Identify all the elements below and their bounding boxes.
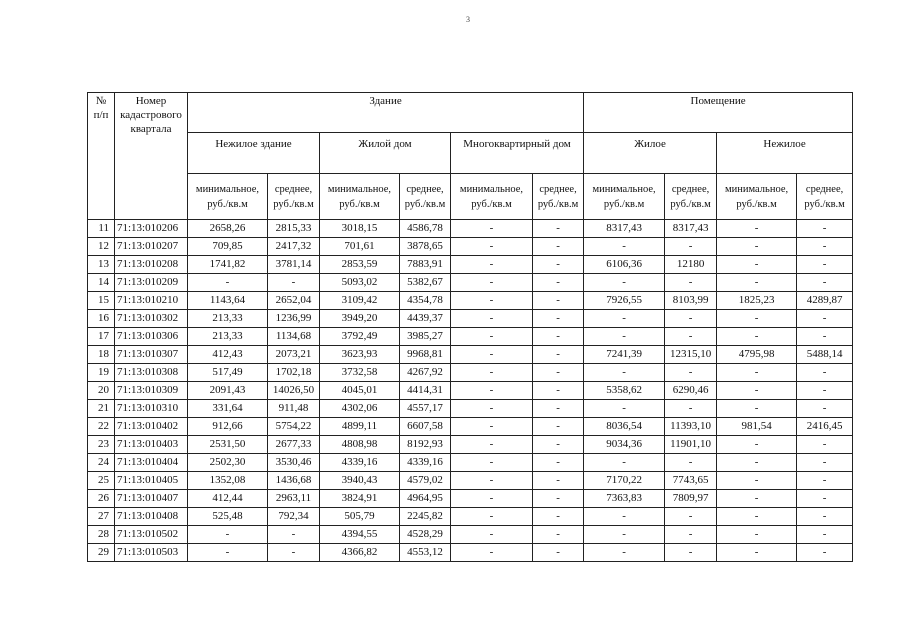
price-cell: 981,54 bbox=[717, 418, 797, 436]
header-residential-house: Жилой дом bbox=[320, 133, 451, 174]
cadastral-quarter-cell: 71:13:010309 bbox=[115, 382, 188, 400]
price-cell: - bbox=[533, 364, 584, 382]
table-row bbox=[88, 220, 853, 238]
price-cell: - bbox=[717, 526, 797, 544]
cadastral-quarter-cell: 71:13:010308 bbox=[115, 364, 188, 382]
price-cell: - bbox=[533, 328, 584, 346]
price-cell: 3824,91 bbox=[320, 490, 400, 508]
price-cell: - bbox=[665, 400, 717, 418]
header-nonresidential-premises: Нежилое bbox=[717, 133, 853, 174]
price-cell: - bbox=[797, 220, 853, 238]
price-cell: - bbox=[717, 400, 797, 418]
price-cell: 412,44 bbox=[188, 490, 268, 508]
price-cell: 1702,18 bbox=[268, 364, 320, 382]
price-cell: 5093,02 bbox=[320, 274, 400, 292]
price-cell: - bbox=[584, 274, 665, 292]
price-cell: - bbox=[451, 400, 533, 418]
header-minimum-price: минимальное, руб./кв.м bbox=[188, 174, 268, 220]
table-body bbox=[88, 220, 853, 562]
price-cell: - bbox=[717, 490, 797, 508]
price-cell: - bbox=[188, 544, 268, 562]
price-cell: 11393,10 bbox=[665, 418, 717, 436]
table-row bbox=[88, 256, 853, 274]
price-cell: 9968,81 bbox=[400, 346, 451, 364]
price-cell: - bbox=[584, 310, 665, 328]
price-cell: 4339,16 bbox=[320, 454, 400, 472]
price-cell: 8103,99 bbox=[665, 292, 717, 310]
cadastral-quarter-cell: 71:13:010207 bbox=[115, 238, 188, 256]
price-cell: - bbox=[717, 508, 797, 526]
table-row bbox=[88, 364, 853, 382]
price-cell: 213,33 bbox=[188, 310, 268, 328]
price-cell: - bbox=[533, 256, 584, 274]
price-cell: 4579,02 bbox=[400, 472, 451, 490]
price-cell: - bbox=[717, 472, 797, 490]
table-row bbox=[88, 418, 853, 436]
price-cell: - bbox=[451, 346, 533, 364]
price-cell: 3792,49 bbox=[320, 328, 400, 346]
price-cell: - bbox=[665, 364, 717, 382]
price-cell: - bbox=[797, 256, 853, 274]
price-cell: 6607,58 bbox=[400, 418, 451, 436]
price-cell: 4302,06 bbox=[320, 400, 400, 418]
price-cell: - bbox=[717, 220, 797, 238]
price-cell: - bbox=[717, 238, 797, 256]
price-cell: - bbox=[797, 310, 853, 328]
price-cell: 5488,14 bbox=[797, 346, 853, 364]
price-cell: 2815,33 bbox=[268, 220, 320, 238]
header-nonresidential-building: Нежилое здание bbox=[188, 133, 320, 174]
price-cell: 517,49 bbox=[188, 364, 268, 382]
price-cell: - bbox=[451, 472, 533, 490]
cadastral-quarter-cell: 71:13:010310 bbox=[115, 400, 188, 418]
price-cell: 8036,54 bbox=[584, 418, 665, 436]
price-cell: 3878,65 bbox=[400, 238, 451, 256]
table-row bbox=[88, 328, 853, 346]
cadastral-quarter-cell: 71:13:010408 bbox=[115, 508, 188, 526]
price-cell: - bbox=[797, 490, 853, 508]
price-cell: - bbox=[717, 274, 797, 292]
price-cell: 7241,39 bbox=[584, 346, 665, 364]
price-cell: - bbox=[584, 526, 665, 544]
header-building: Здание bbox=[188, 93, 584, 133]
price-cell: 8317,43 bbox=[584, 220, 665, 238]
price-cell: 3623,93 bbox=[320, 346, 400, 364]
price-cell: - bbox=[533, 544, 584, 562]
price-cell: - bbox=[533, 454, 584, 472]
table-row bbox=[88, 508, 853, 526]
price-cell: 4045,01 bbox=[320, 382, 400, 400]
price-cell: 3530,46 bbox=[268, 454, 320, 472]
table-row bbox=[88, 346, 853, 364]
price-cell: 4414,31 bbox=[400, 382, 451, 400]
cadastral-quarter-cell: 71:13:010402 bbox=[115, 418, 188, 436]
price-cell: - bbox=[188, 274, 268, 292]
price-cell: - bbox=[797, 328, 853, 346]
price-cell: 4557,17 bbox=[400, 400, 451, 418]
price-cell: - bbox=[533, 400, 584, 418]
header-average-price: среднее, руб./кв.м bbox=[797, 174, 853, 220]
row-number-cell: 29 bbox=[88, 544, 115, 562]
table-row bbox=[88, 472, 853, 490]
price-cell: 1352,08 bbox=[188, 472, 268, 490]
price-cell: - bbox=[665, 238, 717, 256]
header-minimum-price: минимальное, руб./кв.м bbox=[320, 174, 400, 220]
price-cell: - bbox=[797, 454, 853, 472]
price-cell: 2652,04 bbox=[268, 292, 320, 310]
price-cell: - bbox=[584, 508, 665, 526]
price-cell: - bbox=[533, 220, 584, 238]
price-cell: 1741,82 bbox=[188, 256, 268, 274]
price-cell: 2091,43 bbox=[188, 382, 268, 400]
table-row bbox=[88, 526, 853, 544]
price-cell: - bbox=[717, 436, 797, 454]
row-number-cell: 18 bbox=[88, 346, 115, 364]
cadastral-quarter-cell: 71:13:010407 bbox=[115, 490, 188, 508]
price-cell: 4528,29 bbox=[400, 526, 451, 544]
price-cell: 4553,12 bbox=[400, 544, 451, 562]
row-number-cell: 12 bbox=[88, 238, 115, 256]
price-cell: - bbox=[584, 400, 665, 418]
price-cell: - bbox=[717, 310, 797, 328]
price-cell: 12315,10 bbox=[665, 346, 717, 364]
price-cell: 525,48 bbox=[188, 508, 268, 526]
price-cell: 1436,68 bbox=[268, 472, 320, 490]
price-cell: - bbox=[665, 454, 717, 472]
price-cell: - bbox=[665, 544, 717, 562]
price-cell: - bbox=[533, 292, 584, 310]
price-cell: 701,61 bbox=[320, 238, 400, 256]
table-row bbox=[88, 490, 853, 508]
price-cell: - bbox=[533, 436, 584, 454]
cadastral-quarter-cell: 71:13:010208 bbox=[115, 256, 188, 274]
price-cell: - bbox=[451, 364, 533, 382]
price-cell: - bbox=[451, 328, 533, 346]
price-cell: 213,33 bbox=[188, 328, 268, 346]
price-cell: - bbox=[665, 274, 717, 292]
price-cell: 2658,26 bbox=[188, 220, 268, 238]
price-cell: 4394,55 bbox=[320, 526, 400, 544]
header-average-price: среднее, руб./кв.м bbox=[400, 174, 451, 220]
price-cell: 4439,37 bbox=[400, 310, 451, 328]
price-cell: - bbox=[797, 382, 853, 400]
price-cell: - bbox=[797, 508, 853, 526]
price-cell: 4339,16 bbox=[400, 454, 451, 472]
price-cell: 3940,43 bbox=[320, 472, 400, 490]
price-cell: 3018,15 bbox=[320, 220, 400, 238]
price-cell: - bbox=[797, 544, 853, 562]
price-cell: 7926,55 bbox=[584, 292, 665, 310]
table-row bbox=[88, 436, 853, 454]
price-cell: 1143,64 bbox=[188, 292, 268, 310]
price-cell: - bbox=[451, 274, 533, 292]
header-apartment-building: Многоквартирный дом bbox=[451, 133, 584, 174]
price-cell: - bbox=[584, 238, 665, 256]
cadastral-quarter-cell: 71:13:010210 bbox=[115, 292, 188, 310]
price-cell: - bbox=[451, 490, 533, 508]
row-number-cell: 23 bbox=[88, 436, 115, 454]
price-cell: - bbox=[717, 256, 797, 274]
price-cell: 2416,45 bbox=[797, 418, 853, 436]
price-cell: - bbox=[584, 328, 665, 346]
row-number-cell: 13 bbox=[88, 256, 115, 274]
price-cell: 8192,93 bbox=[400, 436, 451, 454]
price-cell: - bbox=[451, 436, 533, 454]
table-row bbox=[88, 382, 853, 400]
price-cell: 7170,22 bbox=[584, 472, 665, 490]
price-cell: - bbox=[665, 526, 717, 544]
price-cell: - bbox=[584, 544, 665, 562]
price-cell: - bbox=[665, 508, 717, 526]
row-number-cell: 17 bbox=[88, 328, 115, 346]
price-cell: 4795,98 bbox=[717, 346, 797, 364]
price-cell: - bbox=[451, 238, 533, 256]
price-cell: 3781,14 bbox=[268, 256, 320, 274]
row-number-cell: 19 bbox=[88, 364, 115, 382]
price-cell: 7363,83 bbox=[584, 490, 665, 508]
price-cell: 709,85 bbox=[188, 238, 268, 256]
row-number-cell: 20 bbox=[88, 382, 115, 400]
table-row bbox=[88, 238, 853, 256]
price-cell: 8317,43 bbox=[665, 220, 717, 238]
price-cell: - bbox=[451, 220, 533, 238]
price-cell: 7883,91 bbox=[400, 256, 451, 274]
price-cell: - bbox=[533, 508, 584, 526]
row-number-cell: 27 bbox=[88, 508, 115, 526]
cadastral-quarter-cell: 71:13:010302 bbox=[115, 310, 188, 328]
price-cell: - bbox=[665, 310, 717, 328]
price-cell: - bbox=[717, 382, 797, 400]
price-cell: - bbox=[533, 310, 584, 328]
price-cell: 2417,32 bbox=[268, 238, 320, 256]
price-cell: 4289,87 bbox=[797, 292, 853, 310]
price-cell: 5754,22 bbox=[268, 418, 320, 436]
price-cell: 6106,36 bbox=[584, 256, 665, 274]
price-cell: 505,79 bbox=[320, 508, 400, 526]
price-cell: 2531,50 bbox=[188, 436, 268, 454]
header-cadastral-quarter: Номер кадастрового квартала bbox=[115, 93, 188, 220]
row-number-cell: 14 bbox=[88, 274, 115, 292]
price-cell: - bbox=[533, 382, 584, 400]
header-minimum-price: минимальное, руб./кв.м bbox=[584, 174, 665, 220]
table-row bbox=[88, 310, 853, 328]
price-cell: - bbox=[797, 472, 853, 490]
price-cell: 12180 bbox=[665, 256, 717, 274]
price-cell: - bbox=[451, 544, 533, 562]
cadastral-quarter-cell: 71:13:010405 bbox=[115, 472, 188, 490]
price-cell: 4366,82 bbox=[320, 544, 400, 562]
header-minimum-price: минимальное, руб./кв.м bbox=[451, 174, 533, 220]
price-cell: 412,43 bbox=[188, 346, 268, 364]
price-cell: - bbox=[533, 418, 584, 436]
row-number-cell: 22 bbox=[88, 418, 115, 436]
table-row bbox=[88, 292, 853, 310]
price-cell: - bbox=[797, 364, 853, 382]
price-cell: 4899,11 bbox=[320, 418, 400, 436]
price-cell: 3109,42 bbox=[320, 292, 400, 310]
cadastral-quarter-cell: 71:13:010502 bbox=[115, 526, 188, 544]
price-cell: - bbox=[533, 274, 584, 292]
price-cell: 1825,23 bbox=[717, 292, 797, 310]
row-number-cell: 16 bbox=[88, 310, 115, 328]
price-cell: 2502,30 bbox=[188, 454, 268, 472]
row-number-cell: 25 bbox=[88, 472, 115, 490]
header-premises: Помещение bbox=[584, 93, 853, 133]
table-row bbox=[88, 544, 853, 562]
header-average-price: среднее, руб./кв.м bbox=[533, 174, 584, 220]
price-cell: - bbox=[533, 346, 584, 364]
price-cell: 7743,65 bbox=[665, 472, 717, 490]
price-cell: 6290,46 bbox=[665, 382, 717, 400]
row-number-cell: 28 bbox=[88, 526, 115, 544]
price-cell: - bbox=[451, 454, 533, 472]
price-cell: - bbox=[797, 238, 853, 256]
cadastral-quarter-cell: 71:13:010403 bbox=[115, 436, 188, 454]
header-average-price: среднее, руб./кв.м bbox=[268, 174, 320, 220]
table-row bbox=[88, 454, 853, 472]
header-minimum-price: минимальное, руб./кв.м bbox=[717, 174, 797, 220]
cadastral-quarter-cell: 71:13:010209 bbox=[115, 274, 188, 292]
price-cell: - bbox=[717, 328, 797, 346]
cadastral-quarter-cell: 71:13:010404 bbox=[115, 454, 188, 472]
price-cell: 4808,98 bbox=[320, 436, 400, 454]
price-cell: - bbox=[268, 274, 320, 292]
price-cell: 1134,68 bbox=[268, 328, 320, 346]
price-cell: 911,48 bbox=[268, 400, 320, 418]
row-number-cell: 24 bbox=[88, 454, 115, 472]
price-cell: - bbox=[188, 526, 268, 544]
price-cell: - bbox=[268, 526, 320, 544]
price-cell: 3732,58 bbox=[320, 364, 400, 382]
header-residential-premises: Жилое bbox=[584, 133, 717, 174]
row-number-cell: 15 bbox=[88, 292, 115, 310]
price-cell: - bbox=[797, 526, 853, 544]
header-average-price: среднее, руб./кв.м bbox=[665, 174, 717, 220]
header-row-number: № п/п bbox=[88, 93, 115, 220]
price-cell: 2853,59 bbox=[320, 256, 400, 274]
table-row bbox=[88, 274, 853, 292]
price-cell: - bbox=[797, 400, 853, 418]
price-cell: - bbox=[451, 292, 533, 310]
price-cell: 4586,78 bbox=[400, 220, 451, 238]
price-cell: - bbox=[717, 364, 797, 382]
price-cell: 7809,97 bbox=[665, 490, 717, 508]
price-cell: - bbox=[533, 490, 584, 508]
price-cell: - bbox=[584, 364, 665, 382]
price-cell: 14026,50 bbox=[268, 382, 320, 400]
price-cell: - bbox=[533, 526, 584, 544]
cadastral-quarter-cell: 71:13:010307 bbox=[115, 346, 188, 364]
price-cell: 5358,62 bbox=[584, 382, 665, 400]
price-cell: - bbox=[451, 526, 533, 544]
table-row bbox=[88, 400, 853, 418]
price-cell: 3949,20 bbox=[320, 310, 400, 328]
price-cell: - bbox=[451, 382, 533, 400]
price-cell: 912,66 bbox=[188, 418, 268, 436]
price-cell: 2677,33 bbox=[268, 436, 320, 454]
cadastral-quarter-cell: 71:13:010306 bbox=[115, 328, 188, 346]
price-cell: 4964,95 bbox=[400, 490, 451, 508]
price-cell: - bbox=[268, 544, 320, 562]
price-cell: 9034,36 bbox=[584, 436, 665, 454]
price-cell: - bbox=[533, 472, 584, 490]
price-cell: - bbox=[584, 454, 665, 472]
price-cell: - bbox=[797, 436, 853, 454]
price-cell: - bbox=[451, 256, 533, 274]
price-cell: - bbox=[451, 418, 533, 436]
price-cell: 2963,11 bbox=[268, 490, 320, 508]
price-cell: - bbox=[717, 454, 797, 472]
row-number-cell: 21 bbox=[88, 400, 115, 418]
cadastral-quarter-cell: 71:13:010206 bbox=[115, 220, 188, 238]
price-cell: 11901,10 bbox=[665, 436, 717, 454]
price-cell: 792,34 bbox=[268, 508, 320, 526]
page-number: 3 bbox=[466, 15, 470, 24]
price-cell: 5382,67 bbox=[400, 274, 451, 292]
cadastral-quarter-cell: 71:13:010503 bbox=[115, 544, 188, 562]
price-cell: - bbox=[717, 544, 797, 562]
price-cell: - bbox=[533, 238, 584, 256]
price-cell: 4267,92 bbox=[400, 364, 451, 382]
price-cell: 2073,21 bbox=[268, 346, 320, 364]
row-number-cell: 26 bbox=[88, 490, 115, 508]
price-cell: 331,64 bbox=[188, 400, 268, 418]
price-cell: - bbox=[797, 274, 853, 292]
price-cell: - bbox=[451, 310, 533, 328]
price-cell: 4354,78 bbox=[400, 292, 451, 310]
row-number-cell: 11 bbox=[88, 220, 115, 238]
price-cell: 1236,99 bbox=[268, 310, 320, 328]
price-cell: - bbox=[451, 508, 533, 526]
cadastral-value-table bbox=[87, 92, 853, 562]
price-cell: 2245,82 bbox=[400, 508, 451, 526]
price-cell: 3985,27 bbox=[400, 328, 451, 346]
price-cell: - bbox=[665, 328, 717, 346]
